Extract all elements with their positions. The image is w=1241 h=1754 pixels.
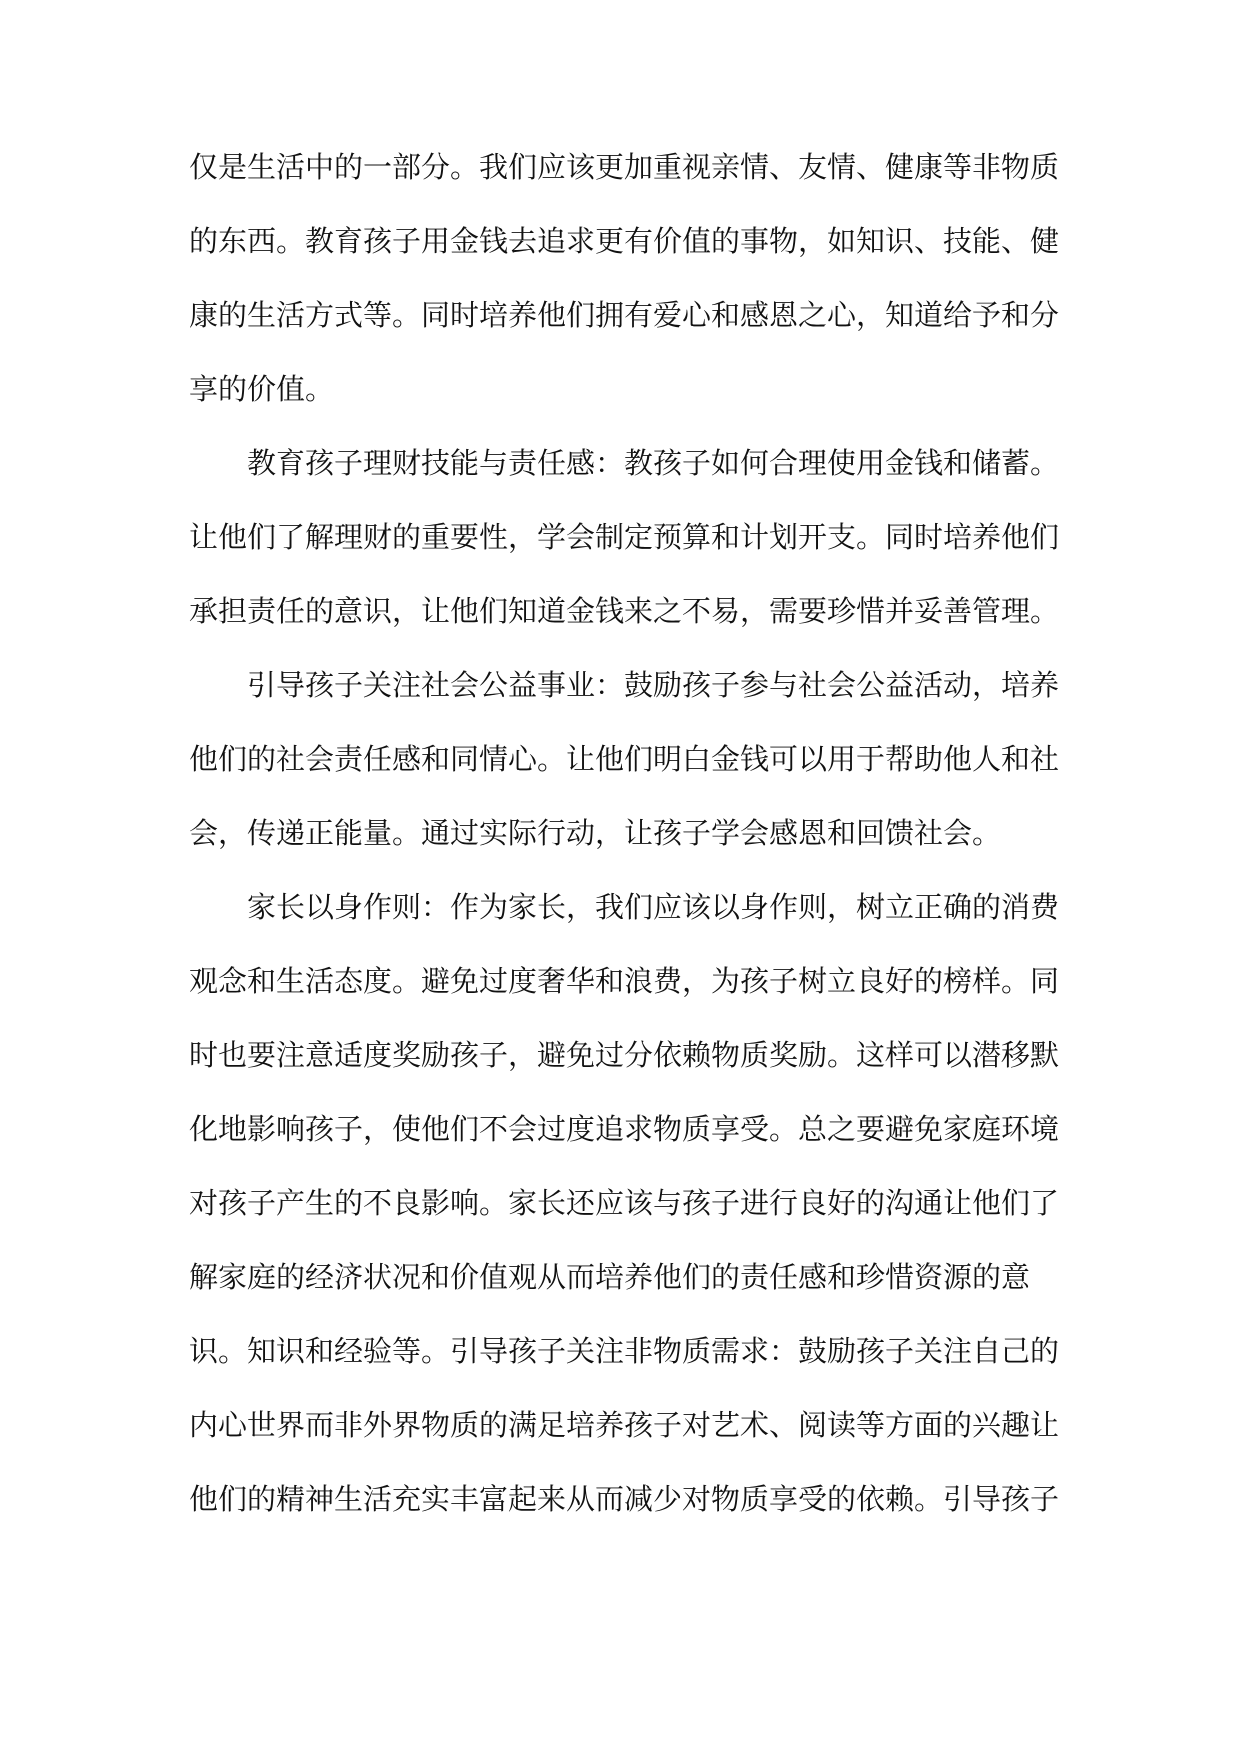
text-line: 解家庭的经济状况和价值观从而培养他们的责任感和珍惜资源的意 xyxy=(189,1260,1031,1294)
paragraph-start-line: 家长以身作则：作为家长，我们应该以身作则，树立正确的消费 xyxy=(247,890,1060,924)
text-line: 承担责任的意识，让他们知道金钱来之不易，需要珍惜并妥善管理。 xyxy=(189,594,1060,628)
text-line: 仅是生活中的一部分。我们应该更加重视亲情、友情、健康等非物质 xyxy=(189,150,1060,184)
text-line: 时也要注意适度奖励孩子，避免过分依赖物质奖励。这样可以潜移默 xyxy=(189,1038,1060,1072)
text-line: 康的生活方式等。同时培养他们拥有爱心和感恩之心，知道给予和分 xyxy=(189,298,1060,332)
paragraph-start-line: 教育孩子理财技能与责任感：教孩子如何合理使用金钱和储蓄。 xyxy=(247,446,1060,480)
text-line: 对孩子产生的不良影响。家长还应该与孩子进行良好的沟通让他们了 xyxy=(189,1186,1060,1220)
text-line: 观念和生活态度。避免过度奢华和浪费，为孩子树立良好的榜样。同 xyxy=(189,964,1060,998)
text-line: 会，传递正能量。通过实际行动，让孩子学会感恩和回馈社会。 xyxy=(189,816,1002,850)
text-line: 化地影响孩子，使他们不会过度追求物质享受。总之要避免家庭环境 xyxy=(189,1112,1060,1146)
text-line: 他们的社会责任感和同情心。让他们明白金钱可以用于帮助他人和社 xyxy=(189,742,1060,776)
body-text xyxy=(189,143,1061,1549)
text-line: 识。知识和经验等。引导孩子关注非物质需求：鼓励孩子关注自己的 xyxy=(189,1334,1060,1368)
paragraph-start-line: 引导孩子关注社会公益事业：鼓励孩子参与社会公益活动，培养 xyxy=(247,668,1060,702)
text-line: 让他们了解理财的重要性，学会制定预算和计划开支。同时培养他们 xyxy=(189,520,1060,554)
text-line: 享的价值。 xyxy=(189,372,335,406)
text-line: 内心世界而非外界物质的满足培养孩子对艺术、阅读等方面的兴趣让 xyxy=(189,1408,1060,1442)
text-line: 他们的精神生活充实丰富起来从而减少对物质享受的依赖。引导孩子 xyxy=(189,1482,1060,1516)
text-line: 的东西。教育孩子用金钱去追求更有价值的事物，如知识、技能、健 xyxy=(189,224,1060,258)
